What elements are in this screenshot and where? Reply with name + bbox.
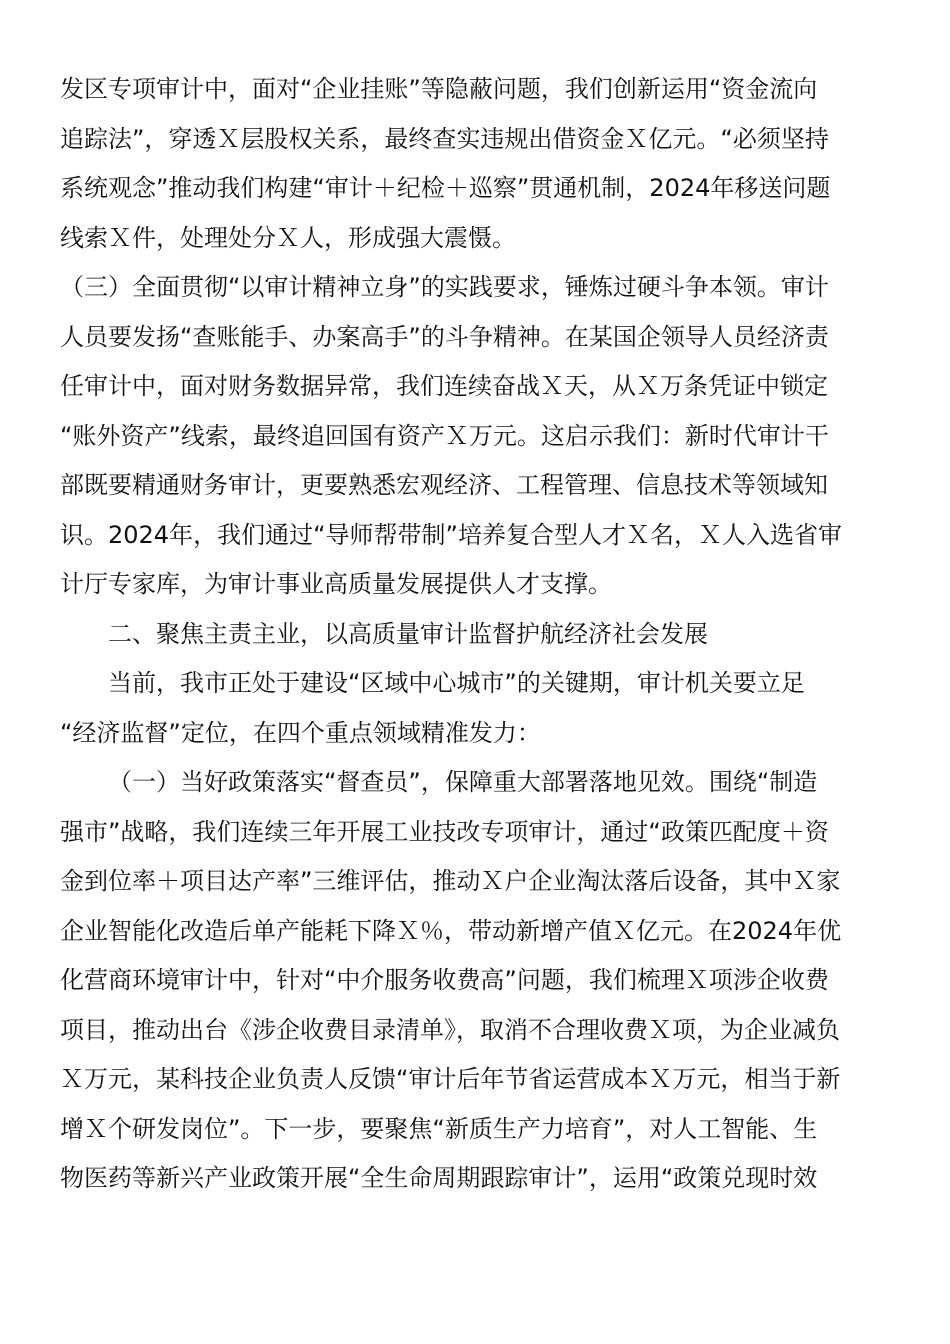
text-line: 线索Ｘ件，处理处分Ｘ人，形成强大震慑。 — [60, 224, 516, 252]
text-line: 强市”战略，我们连续三年开展工业技改专项审计，通过“政策匹配度＋资 — [60, 818, 829, 846]
text-line: 金到位率＋项目达产率”三维评估，推动Ｘ户企业淘汰落后设备，其中Ｘ家 — [60, 867, 841, 895]
text-line: 增Ｘ个研发岗位”。下一步，要聚焦“新质生产力培育”，对人工智能、生 — [60, 1115, 818, 1143]
section-heading-2: 二、聚焦主责主业，以高质量审计监督护航经济社会发展 — [108, 620, 708, 648]
text-line: 化营商环境审计中，针对“中介服务收费高”问题，我们梳理Ｘ项涉企收费 — [60, 966, 829, 994]
text-line: 系统观念”推动我们构建“审计＋纪检＋巡察”贯通机制，2024年移送问题 — [60, 174, 831, 202]
text-line: 识。2024年，我们通过“导师帮带制”培养复合型人才Ｘ名，Ｘ人入选省审 — [60, 521, 842, 549]
text-line: “经济监督”定位，在四个重点领域精准发力： — [60, 719, 541, 747]
text-line: 当前，我市正处于建设“区域中心城市”的关键期，审计机关要立足 — [108, 669, 805, 697]
subsection-heading-1: （一）当好政策落实“督查员”，保障重大部署落地见效。围绕“制造 — [108, 768, 818, 796]
text-line: “账外资产”线索，最终追回国有资产Ｘ万元。这启示我们：新时代审计干 — [60, 422, 829, 450]
text-line: Ｘ万元，某科技企业负责人反馈“审计后年节省运营成本Ｘ万元，相当于新 — [60, 1065, 841, 1093]
section-heading-3: （三）全面贯彻“以审计精神立身”的实践要求，锤炼过硬斗争本领。审计 — [60, 273, 829, 301]
text-line: 人员要发扬“查账能手、办案高手”的斗争精神。在某国企领导人员经济责 — [60, 323, 829, 351]
text-line: 企业智能化改造后单产能耗下降Ｘ％，带动新增产值Ｘ亿元。在2024年优 — [60, 917, 842, 945]
text-line: 部既要精通财务审计，更要熟悉宏观经济、工程管理、信息技术等领域知 — [60, 471, 828, 499]
text-line: 发区专项审计中，面对“企业挂账”等隐蔽问题，我们创新运用“资金流向 — [60, 75, 818, 103]
text-line: 计厅专家库，为审计事业高质量发展提供人才支撑。 — [60, 570, 612, 598]
text-line: 物医药等新兴产业政策开展“全生命周期跟踪审计”，运用“政策兑现时效 — [60, 1164, 818, 1192]
text-line: 追踪法”，穿透Ｘ层股权关系，最终查实违规出借资金Ｘ亿元。“必须坚持 — [60, 125, 829, 153]
text-line: 任审计中，面对财务数据异常，我们连续奋战Ｘ天，从Ｘ万条凭证中锁定 — [60, 372, 828, 400]
text-line: 项目，推动出台《涉企收费目录清单》，取消不合理收费Ｘ项，为企业减负 — [60, 1016, 840, 1044]
